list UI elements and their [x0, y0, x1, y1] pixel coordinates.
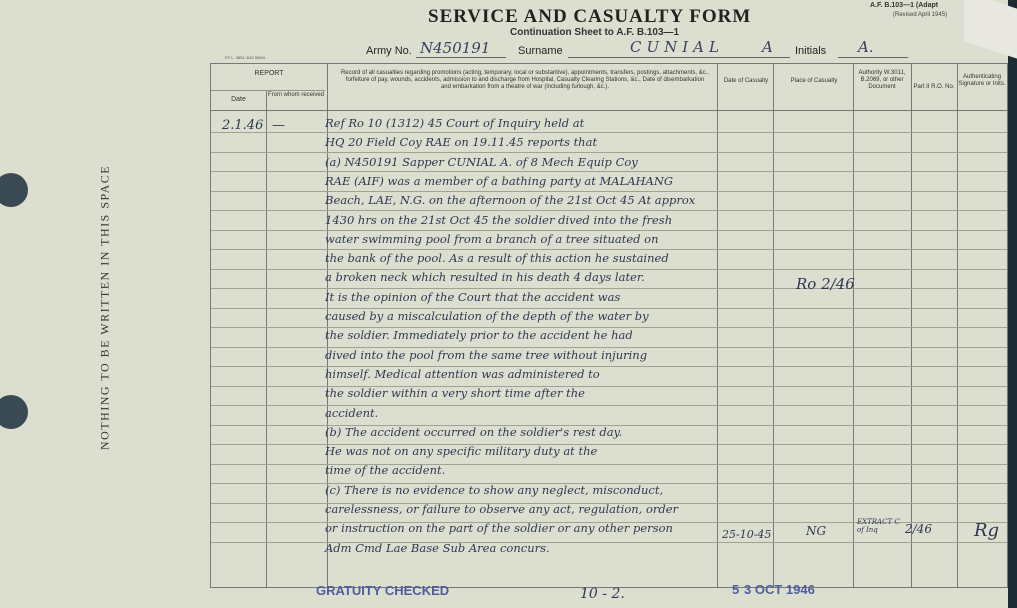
ruled-line — [211, 269, 1007, 270]
ruled-line — [211, 152, 1007, 153]
ruled-line — [211, 249, 1007, 250]
form-reference: A.F. B.103—1 (Adapt — [870, 2, 939, 9]
ruled-line — [211, 210, 1007, 211]
ruled-line — [211, 171, 1007, 172]
date-stamp: 3 OCT 1946 — [744, 582, 815, 597]
entry-line: He was not on any specific military duty at the — [325, 444, 598, 459]
ruled-line — [211, 230, 1007, 231]
col-part-ii: Part II R.O. No. — [913, 84, 955, 90]
entry-line: water swimming pool from a branch of a tree situated on — [325, 231, 659, 246]
gratuity-stamp: GRATUITY CHECKED — [316, 583, 450, 598]
col-report: REPORT — [254, 70, 284, 77]
col-place-of-casualty: Place of Casualty — [790, 78, 838, 84]
printer-code: P.F.L. 3651 4/45 500M — [225, 55, 265, 60]
reference-number: 10 - 2. — [580, 586, 625, 602]
entry-line: the soldier. Immediately prior to the accident he had — [325, 328, 633, 343]
date-stamp-prefix: 5 — [732, 582, 740, 597]
col-from-whom: From whom received — [267, 92, 324, 98]
surname-label: Surname — [518, 45, 563, 57]
entry-line: dived into the pool from the same tree without injuring — [325, 347, 648, 362]
entry-part-ii: 2/46 — [905, 522, 932, 536]
entry-date: 2.1.46 — [222, 118, 264, 133]
punch-hole — [0, 395, 28, 429]
entry-line: It is the opinion of the Court that the accident was — [325, 289, 621, 304]
entry-from-whom: — — [272, 118, 285, 133]
form-subtitle: Continuation Sheet to A.F. B.103—1 — [510, 27, 680, 38]
entry-part-ii-side: Ro 2/46 — [796, 275, 855, 293]
col-authority: Authority W.3011, B.2069, or other Document — [858, 70, 906, 90]
col-authentication: Authenticating Signature or Inits. — [958, 74, 1006, 87]
col-record: Record of all casualties regarding promotions (acting, temporary, local or substantive), appointments, transfers, postings, attachments, &c., forfeiture of pay, wounds, accidents, admission to and discharge from Hospital, Casualty Clearing Stations, &c., Date of disembarkation and embarkation from a theatre of war (including furlough, &c.). — [340, 70, 710, 90]
entry-line: the soldier within a very short time after the — [325, 386, 585, 401]
initials-value: A. — [858, 38, 874, 56]
entry-line: accident. — [325, 405, 379, 420]
form-title: SERVICE AND CASUALTY FORM — [428, 6, 752, 27]
entry-authority: EXTRACT C of Inq — [857, 518, 900, 534]
form-revised: (Revised April 1945) — [893, 12, 948, 18]
surname-line — [568, 57, 790, 58]
entry-line: RAE (AIF) was a member of a bathing party at MALAHANG — [325, 173, 674, 188]
entry-line: time of the accident. — [325, 463, 446, 478]
punch-hole — [0, 173, 28, 207]
entry-line: Ref Ro 10 (1312) 45 Court of Inquiry held at — [325, 116, 585, 130]
entry-line: carelessness, or failure to observe any act, regulation, order — [325, 502, 679, 516]
side-note: NOTHING TO BE WRITTEN IN THIS SPACE — [97, 164, 112, 451]
ruled-line — [211, 191, 1007, 192]
entry-place-of-casualty: NG — [806, 524, 827, 538]
entry-line: the bank of the pool. As a result of this action he sustained — [325, 251, 669, 266]
entry-line: a broken neck which resulted in his death 4 days later. — [325, 270, 645, 285]
entry-line: HQ 20 Field Coy RAE on 19.11.45 reports that — [325, 135, 598, 150]
entry-line: Beach, LAE, N.G. on the afternoon of the 21st Oct 45 At approx — [325, 193, 696, 208]
entry-signature: Rg — [974, 520, 1000, 541]
army-no-label: Army No. — [366, 45, 412, 57]
entry-line: (a) N450191 Sapper CUNIAL A. of 8 Mech Equip Coy — [325, 154, 638, 169]
entry-line: or instruction on the part of the soldier or any other person — [325, 521, 673, 536]
col-date-of-casualty: Date of Casualty — [723, 78, 769, 84]
entry-line: 1430 hrs on the 21st Oct 45 the soldier dived into the fresh — [325, 212, 673, 227]
army-no-line — [416, 57, 506, 58]
ruled-line — [211, 132, 1007, 133]
entry-line: himself. Medical attention was administered to — [325, 366, 600, 381]
entry-date-of-casualty: 25-10-45 — [722, 528, 772, 541]
army-no-value: N450191 — [420, 39, 491, 57]
entry-line: caused by a miscalculation of the depth of the water by — [325, 309, 649, 323]
initials-line — [838, 57, 908, 58]
col-date: Date — [231, 96, 246, 103]
initials-label: Initials — [795, 45, 827, 57]
entry-line: (c) There is no evidence to show any neglect, misconduct, — [325, 482, 664, 497]
entry-line: Adm Cmd Lae Base Sub Area concurs. — [325, 540, 550, 555]
entry-line: (b) The accident occurred on the soldier's rest day. — [325, 424, 623, 439]
surname-initial: A — [762, 38, 773, 56]
surname-value: CUNIAL — [630, 38, 724, 56]
